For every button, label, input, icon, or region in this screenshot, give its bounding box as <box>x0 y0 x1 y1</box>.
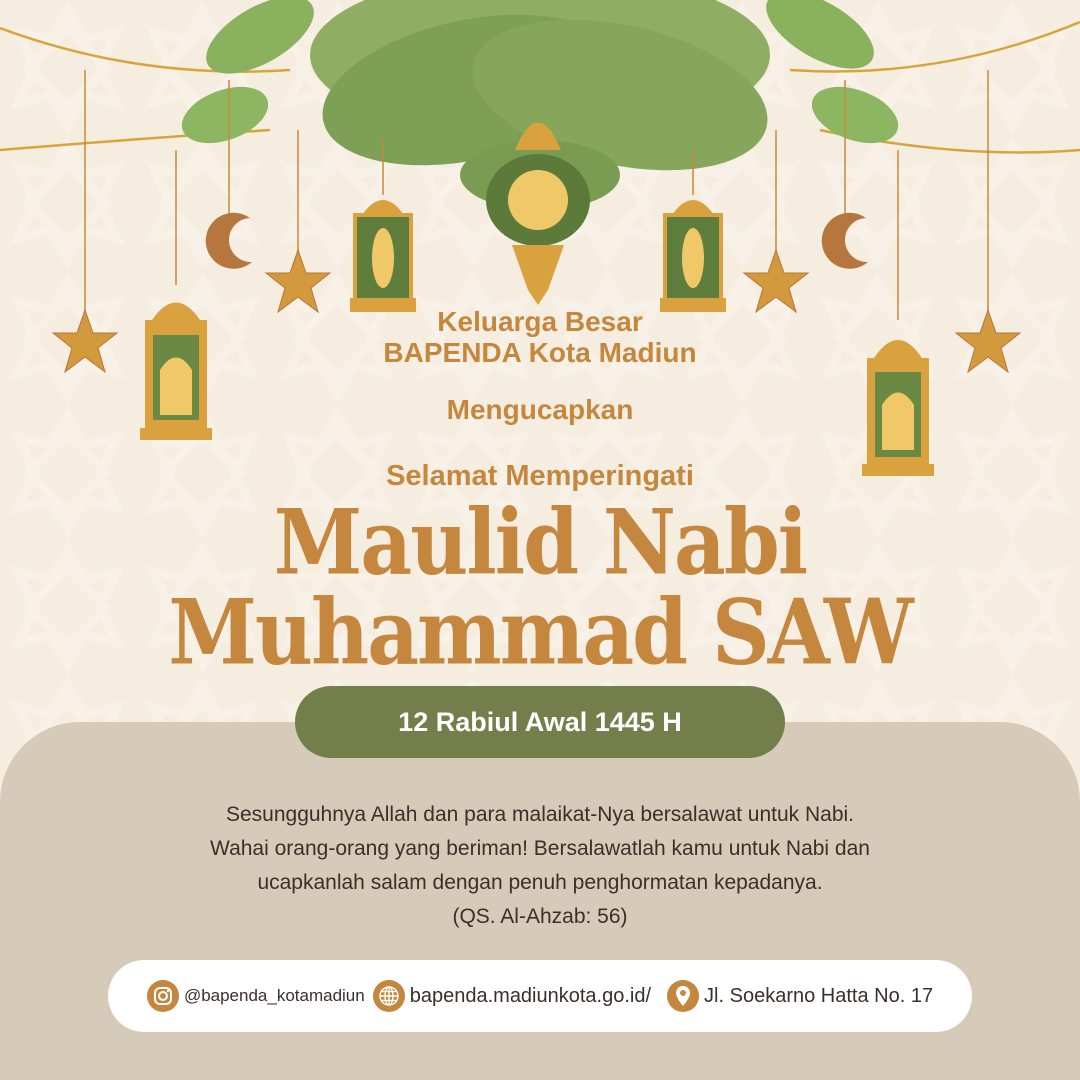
star-icon <box>266 250 330 312</box>
title-line-1: Maulid Nabi <box>273 489 807 595</box>
greeting-selamat: Selamat Memperingati <box>386 460 694 492</box>
quote-line: Sesungguhnya Allah dan para malaikat-Nya bersalawat untuk Nabi. <box>225 803 855 826</box>
greeting-mengucapkan: Mengucapkan <box>446 394 634 425</box>
lantern-left-small <box>350 200 416 312</box>
crescent-moon-icon <box>822 213 868 269</box>
date-badge-text: 12 Rabiul Awal 1445 H <box>398 706 682 737</box>
greeting-from <box>0 306 1080 368</box>
lantern-right-small <box>660 200 726 312</box>
date-badge <box>295 686 785 758</box>
address-text: Jl. Soekarno Hatta No. 17 <box>704 984 934 1007</box>
location-pin-icon <box>667 980 699 1012</box>
crescent-moon-icon <box>206 213 252 269</box>
quran-quote <box>0 798 1080 934</box>
greeting-line-organization: BAPENDA Kota Madiun <box>383 337 697 368</box>
instagram-handle: @bapenda_kotamadiun <box>183 986 365 1005</box>
instagram-icon <box>147 980 179 1012</box>
globe-icon <box>373 980 405 1012</box>
star-icon <box>744 250 808 312</box>
website-url: bapenda.madiunkota.go.id/ <box>409 984 652 1007</box>
title-line-2: Muhammad SAW <box>168 579 912 685</box>
quote-citation: (QS. Al-Ahzab: 56) <box>452 905 628 928</box>
contact-website[interactable] <box>373 980 651 1012</box>
quote-line: ucapkanlah salam dengan penuh penghormatan kepadanya. <box>257 871 823 894</box>
contact-bar <box>108 960 972 1032</box>
greeting-line-family: Keluarga Besar <box>437 306 643 337</box>
quote-line: Wahai orang-orang yang beriman! Bersalawatlah kamu untuk Nabi dan <box>210 837 870 860</box>
contact-instagram[interactable] <box>147 980 365 1012</box>
contact-address[interactable] <box>667 980 933 1012</box>
